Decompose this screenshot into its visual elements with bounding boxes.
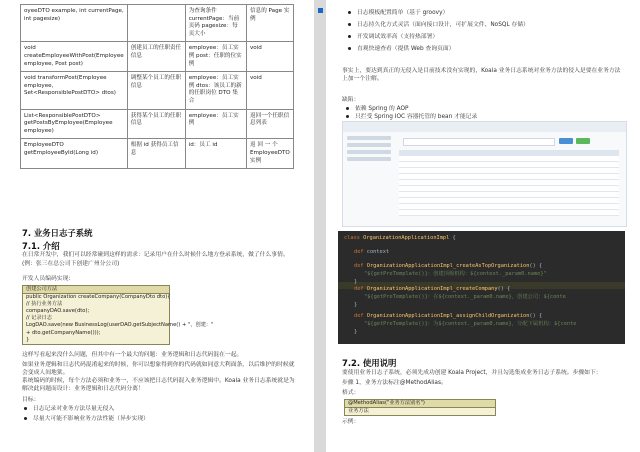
- table-cell: [127, 5, 185, 42]
- table-cell: 获得某个员工的任职信息: [127, 109, 185, 139]
- usage-paragraph: 要使用业务日志子系统，必须先成功创建 Koala Project，并且勾选集成业务日志子系统。步骤如下：: [342, 370, 602, 376]
- code-string: "${getPreTemplate()}：在${context._param0.name}，创建公司：${conte: [364, 294, 566, 300]
- cons-text: 依赖 Spring 的 AOP: [355, 106, 409, 112]
- table-cell: employee：员工实例 dtos：该员工的新的任职岗位 DTO 集合: [185, 72, 246, 109]
- bullet-icon: [348, 35, 351, 38]
- code-string: "${getPreTemplate()}：为${context._param0.name}，分配下属机构：${conte: [364, 321, 577, 327]
- analysis-para-2: 如果业务逻辑和日志代码混淆起来的时候，你可以想象得到你的代码就如同意大利面条，以后维护的时候就会变成人间地狱。: [22, 362, 295, 376]
- dev-label: 开发人员编码实现：: [22, 276, 75, 282]
- api-table: [20, 4, 294, 169]
- table-cell: void transformPost(Employee employee, Set<ResponsiblePostDTO> dtos): [21, 72, 128, 109]
- table-cell: void: [247, 72, 294, 109]
- code-line: public Organization createCompany(CompanyDto dto){: [26, 294, 171, 301]
- bullet-icon: [348, 11, 351, 14]
- bullet-icon: [348, 23, 351, 26]
- table-row: [21, 42, 294, 72]
- code-text: () {: [529, 263, 543, 269]
- screenshot-search-form: [403, 138, 555, 146]
- feature-text: 日志持久化方式灵活（面向接口设计，可扩展文件、NoSQL 存储）: [357, 22, 529, 28]
- subsection-title: 7.2. 使用说明: [342, 358, 397, 368]
- left-page: [0, 0, 314, 452]
- analysis-para-1: 这样写看起来没什么问题，但其中有一个最大的问题：业务逻辑和日志代码混在一起。: [22, 352, 243, 358]
- table-cell: void: [247, 42, 294, 72]
- goal-text: 日志记录对业务方法尽量无侵入: [33, 406, 115, 412]
- code-text: context: [366, 249, 390, 255]
- code-keyword: class: [344, 235, 360, 241]
- code-text: {: [449, 235, 456, 241]
- code-method-name: OrganizationApplicationImpl_assignChildOrganization: [366, 313, 530, 319]
- code-box: [22, 285, 214, 345]
- web-query-screenshot: [342, 121, 627, 227]
- table-cell: oyeeDTO example, int currentPage, int pagesize): [21, 5, 128, 42]
- annotation-line: @MethodAlias("业务方法别名"): [345, 400, 495, 408]
- bullet-icon: [24, 417, 27, 420]
- cons-text: 只拦受 Spring IOC 容器托管的 bean 才能记录: [355, 114, 478, 120]
- table-cell: 返回一个任职信息列表: [247, 109, 294, 139]
- goal-text: 尽量大可能不影响业务方法性能（异步实现）: [33, 416, 149, 422]
- feature-item: [348, 10, 448, 18]
- table-row: [21, 72, 294, 109]
- subsection-title: 7.1. 介绍: [22, 241, 60, 251]
- bullet-icon: [24, 407, 27, 410]
- example-label: 示例：: [342, 419, 360, 425]
- code-string: "${getPreTemplate()}：创建顶级机构：${context._param0.name}": [364, 271, 547, 277]
- section-title: 7. 业务日志子系统: [22, 228, 93, 238]
- page-gutter: [314, 0, 326, 452]
- table-cell: 创建员工的任职责任信息: [127, 42, 185, 72]
- bullet-icon: [348, 47, 351, 50]
- feature-item: [348, 46, 454, 54]
- code-keyword: def: [354, 313, 364, 319]
- table-cell: employee：员工实例 post：任职的位实例: [185, 42, 246, 72]
- table-cell: List<ResponsiblePostDTO> getPostsByEmployee(Employee employee): [21, 109, 128, 139]
- table-row: [21, 5, 294, 42]
- goal-item: [24, 406, 114, 414]
- table-cell: id：员工 id: [185, 139, 246, 169]
- goals-label: 目标：: [22, 397, 40, 403]
- screenshot-nav-item: [347, 136, 391, 140]
- bullet-icon: [346, 107, 349, 110]
- screenshot-button: [559, 138, 573, 144]
- table-cell: employee：员工实例: [185, 109, 246, 139]
- code-box-header: 创建公司方法: [23, 286, 169, 294]
- feature-text: 开发调试效率高（支持热部署）: [357, 34, 439, 40]
- feature-item: [348, 22, 529, 30]
- code-keyword: def: [354, 286, 364, 292]
- feature-text: 日志模板配置简单（基于 groovy）: [357, 10, 449, 16]
- code-keyword: def: [354, 249, 364, 255]
- code-line: + dto.getCompanyName()));: [26, 329, 101, 336]
- code-text: }: [354, 279, 358, 285]
- table-cell: 调整某个员工的任职信息: [127, 72, 185, 109]
- intro-example: (例：张三在总公司下创建广州分公司): [22, 261, 120, 267]
- table-cell: 返 回 一 个 EmployeeDTO 实例: [247, 139, 294, 169]
- code-class-name: OrganizationApplicationImpl: [363, 235, 450, 241]
- code-line: companyDAO.save(dto);: [26, 308, 90, 315]
- screenshot-nav-item: [347, 157, 391, 161]
- right-page: [326, 0, 640, 452]
- annotation-box: [344, 399, 496, 416]
- screenshot-table-row: [399, 210, 619, 216]
- usage-step: 步骤 1，业务方法标注@MethodAlias。: [342, 380, 447, 386]
- code-keyword: def: [354, 263, 364, 269]
- code-text: () {: [529, 313, 543, 319]
- page-marker: [318, 8, 323, 13]
- groovy-code-editor: [338, 231, 625, 344]
- feature-text: 直观快速查看（提供 Web 查询页面）: [357, 46, 455, 52]
- table-row: [21, 139, 294, 169]
- code-method-name: OrganizationApplicationImpl_createAsTopOrganization: [366, 263, 530, 269]
- screenshot-toolbar: [343, 122, 626, 132]
- screenshot-nav-item: [347, 143, 391, 147]
- code-line: LogDAO.save(new BusinessLog(userDAO.getSubjectName() + "，创建：": [26, 322, 214, 329]
- format-label: 格式：: [342, 390, 360, 396]
- analysis-para-3: 系统编码的时候，每个方法必须和业务一，不应该把日志代码混入业务逻辑中。Koala 业务日志系统就是为解决此问题而设计：业务逻辑和日志代码分离！: [22, 378, 295, 392]
- cons-label: 缺陷：: [342, 97, 360, 103]
- table-cell: 为查询条件currentPage：当前页码 pagesize：每页大小: [185, 5, 246, 42]
- bullet-icon: [346, 115, 349, 118]
- table-cell: EmployeeDTO getEmployeeById(Long id): [21, 139, 128, 169]
- annotation-line: 业务方法: [348, 408, 369, 415]
- table-cell: 信息的 Page 实例: [247, 5, 294, 42]
- code-line: }: [26, 336, 30, 343]
- screenshot-nav-item: [347, 150, 391, 154]
- table-row: [21, 109, 294, 139]
- table-cell: void createEmployeeWithPost(Employee employee, Post post): [21, 42, 128, 72]
- screenshot-button: [576, 138, 590, 144]
- code-line: // 记录日志: [26, 315, 52, 322]
- code-text: }: [354, 329, 358, 335]
- intro-paragraph: 在日常开发中，我们可以经常碰到这样的需求：记录用户在什么时候什么地方登录系统，做了什么事情。: [22, 252, 289, 258]
- feature-item: [348, 34, 438, 42]
- summary-paragraph: 事实上，要达到真正的无侵入是目前技术没有实现的，Koala 业务日志系统对业务方法的侵入是要在业务方法上加一个注解。: [342, 68, 621, 82]
- code-text: () {: [497, 286, 511, 292]
- table-cell: 根据 id 获得员工信息: [127, 139, 185, 169]
- code-method-name: OrganizationApplicationImpl_createCompany: [366, 286, 498, 292]
- goal-item: [24, 416, 149, 424]
- code-line: // 执行业务方法: [26, 301, 63, 308]
- code-text: }: [354, 302, 358, 308]
- cons-item: [346, 106, 409, 114]
